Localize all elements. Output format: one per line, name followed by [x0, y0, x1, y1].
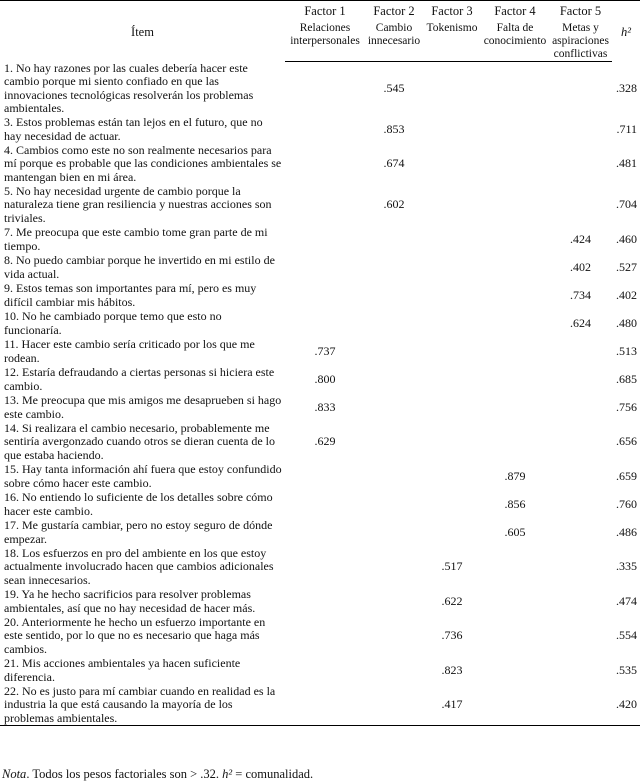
table-row	[0, 463, 640, 491]
factor-2-loading	[365, 463, 423, 491]
item-text: 21. Mis acciones ambientales ya hacen suficiente diferencia.	[4, 656, 241, 684]
communality-value: .756	[616, 399, 637, 414]
factor-1-number: Factor 1	[285, 1, 365, 23]
factor-3-name: Tokenismo	[423, 22, 481, 62]
communality-value: .474	[616, 593, 637, 608]
factor-2-loading: .545	[383, 81, 405, 95]
factor-5-loading: .734	[570, 287, 591, 302]
table-note	[2, 767, 313, 782]
factor-1-loading	[285, 547, 365, 588]
item-text: 7. Me preocupa que este cambio tome gran parte de mi tiempo.	[4, 225, 268, 253]
note-h2-definition: = comunalidad.	[232, 767, 314, 781]
factor-2-loading	[365, 547, 423, 588]
factor-3-loading	[423, 310, 481, 338]
factor-2-loading	[365, 422, 423, 463]
table-row	[0, 116, 640, 144]
communality-value: .685	[616, 371, 637, 386]
factor-3-loading	[423, 338, 481, 366]
factor-1-loading	[285, 685, 365, 726]
table-body	[0, 62, 640, 726]
factor-1-loading	[285, 144, 365, 185]
factor-5-loading: .424	[570, 231, 591, 246]
table-row	[0, 422, 640, 463]
communality-value: .535	[616, 662, 637, 677]
table-row	[0, 588, 640, 616]
communality-value: .402	[616, 287, 637, 302]
factor-5-loading	[549, 547, 612, 588]
item-text: 5. No hay necesidad urgente de cambio porque la naturaleza tiene gran resiliencia y nuestras acciones son triviales.	[4, 183, 272, 225]
factor-1-loading	[285, 588, 365, 616]
factor-1-loading	[285, 116, 365, 144]
factor-2-loading	[365, 254, 423, 282]
table-row	[0, 491, 640, 519]
factor-4-loading	[481, 685, 549, 726]
factor-2-loading	[365, 491, 423, 519]
factor-4-loading	[481, 422, 549, 463]
factor-5-loading: .624	[570, 315, 591, 330]
factor-2-loading: .674	[383, 156, 405, 171]
factor-5-loading	[549, 422, 612, 463]
communality-value: .486	[616, 524, 637, 539]
factor-5-name: Metas y aspiraciones conflictivas	[549, 22, 612, 62]
factor-2-loading	[365, 282, 423, 310]
factor-5-loading	[549, 116, 612, 144]
factor-5-loading	[549, 463, 612, 491]
factor-5-loading	[549, 366, 612, 394]
factor-3-loading	[423, 519, 481, 547]
item-text: 13. Me preocupa que mis amigos me desaprueben si hago este cambio.	[4, 393, 282, 421]
factor-1-loading	[285, 616, 365, 657]
communality-value: .527	[616, 259, 637, 274]
note-h2-symbol: h²	[222, 767, 233, 781]
communality-value: .659	[616, 468, 637, 483]
factor-5-loading: .402	[570, 259, 591, 274]
factor-4-loading	[481, 616, 549, 657]
factor-4-loading	[481, 657, 549, 685]
factor-3-loading: .417	[423, 685, 481, 726]
factor-1-loading	[285, 282, 365, 310]
factor-3-loading: .736	[441, 628, 463, 643]
factor-4-loading: .879	[504, 468, 526, 483]
communality-value: .554	[616, 628, 637, 643]
factor-5-loading	[549, 616, 612, 657]
item-text: 10. No he cambiado porque temo que esto no funcionaría.	[4, 309, 222, 337]
communality-column-header: h²	[612, 1, 640, 62]
item-text: 1. No hay razones por las cuales debería hacer este cambio porque mi siento confiado en que las innovaciones tecnológicas resolverán los problemas ambientales.	[4, 60, 254, 115]
item-text: 3. Estos problemas están tan lejos en el futuro, que no hay necesidad de actuar.	[4, 115, 263, 143]
factor-4-loading: .856	[504, 496, 526, 511]
factor-3-loading	[423, 366, 481, 394]
factor-2-loading	[365, 685, 423, 726]
factor-2-loading: .853	[383, 121, 405, 136]
factor-3-loading: .823	[441, 662, 463, 677]
item-text: 14. Si realizara el cambio necesario, probablemente me sentiría avergonzado cuando otros se dieran cuenta de lo que estaba haciendo.	[4, 420, 276, 462]
item-text: 11. Hacer este cambio sería criticado por los que me rodean.	[4, 337, 255, 365]
factor-2-number: Factor 2	[365, 1, 423, 23]
factor-3-loading	[423, 116, 481, 144]
factor-2-loading	[365, 226, 423, 254]
factor-2-loading	[365, 616, 423, 657]
factor-3-loading	[423, 185, 481, 226]
factor-5-loading	[549, 62, 612, 116]
factor-3-loading	[423, 491, 481, 519]
factor-1-loading: .833	[314, 399, 336, 414]
factor-2-loading	[365, 657, 423, 685]
factor-4-number: Factor 4	[481, 1, 549, 23]
factor-5-loading	[549, 588, 612, 616]
factor-4-loading	[481, 254, 549, 282]
factor-3-loading	[423, 144, 481, 185]
factor-2-loading	[365, 366, 423, 394]
communality-value: .420	[612, 685, 640, 726]
item-text: 16. No entiendo lo suficiente de los detalles sobre cómo hacer este cambio.	[4, 490, 273, 518]
factor-4-loading	[481, 310, 549, 338]
factor-1-loading: .737	[314, 343, 336, 358]
factor-1-loading	[285, 491, 365, 519]
item-text: 22. No es justo para mí cambiar cuando en realidad es la industria la que está causando la mayoría de los problemas ambientales.	[0, 685, 285, 726]
factor-4-loading	[481, 366, 549, 394]
communality-value: .480	[616, 315, 637, 330]
factor-2-loading	[365, 519, 423, 547]
table-row	[0, 62, 640, 116]
table-row	[0, 394, 640, 422]
factor-1-loading	[285, 519, 365, 547]
factor-3-loading	[423, 282, 481, 310]
communality-value: .760	[616, 496, 637, 511]
factor-4-loading	[481, 62, 549, 116]
factor-5-loading	[549, 519, 612, 547]
factor-5-loading	[549, 394, 612, 422]
item-column-header: Ítem	[0, 1, 285, 62]
factor-4-loading	[481, 338, 549, 366]
item-text: 18. Los esfuerzos en pro del ambiente en los que estoy actualmente involucrado hacen que cambios adicionales sean innecesarios.	[4, 545, 274, 587]
item-text: 4. Cambios como este no son realmente necesarios para mí porque es probable que las condiciones ambientales se mantengan bien en mi área.	[4, 142, 282, 184]
factor-3-loading: .622	[441, 593, 463, 608]
factor-4-loading	[481, 144, 549, 185]
table-row	[0, 547, 640, 588]
communality-value: .513	[616, 343, 637, 358]
factor-4-loading: .605	[504, 524, 526, 539]
table-header	[0, 1, 640, 62]
factor-5-loading	[549, 657, 612, 685]
communality-value: .335	[616, 559, 637, 574]
communality-value: .481	[616, 156, 637, 171]
factor-2-loading: .602	[383, 197, 405, 212]
factor-5-loading	[549, 685, 612, 726]
factor-2-loading	[365, 588, 423, 616]
item-text: 9. Estos temas son importantes para mí, pero es muy difícil cambiar mis hábitos.	[4, 281, 257, 309]
factor-1-loading	[285, 62, 365, 116]
factor-4-loading	[481, 588, 549, 616]
factor-4-loading	[481, 282, 549, 310]
factor-4-loading	[481, 547, 549, 588]
factor-5-loading	[549, 144, 612, 185]
table-row	[0, 685, 640, 726]
factor-4-loading	[481, 226, 549, 254]
factor-3-loading	[423, 254, 481, 282]
item-text: 17. Me gustaría cambiar, pero no estoy seguro de dónde empezar.	[4, 518, 273, 546]
factor-1-loading	[285, 657, 365, 685]
communality-value: .704	[616, 197, 637, 212]
factor-4-loading	[481, 185, 549, 226]
factor-2-name: Cambio innecesario	[365, 22, 423, 62]
note-text: . Todos los pesos factoriales son > .32.	[26, 767, 223, 781]
communality-value: .711	[616, 121, 637, 136]
factor-3-loading	[423, 62, 481, 116]
factor-4-loading	[481, 394, 549, 422]
table-row	[0, 185, 640, 226]
table-row	[0, 254, 640, 282]
factor-1-loading: .629	[314, 434, 336, 449]
factor-5-loading	[549, 338, 612, 366]
factor-1-loading: .800	[314, 371, 336, 386]
table-row	[0, 519, 640, 547]
factor-3-loading	[423, 463, 481, 491]
factor-1-name: Relaciones interpersonales	[285, 22, 365, 62]
factor-2-loading	[365, 338, 423, 366]
factor-1-loading	[285, 226, 365, 254]
factor-2-loading	[365, 394, 423, 422]
factor-3-loading	[423, 394, 481, 422]
item-text: 19. Ya he hecho sacrificios para resolver problemas ambientales, así que no hay necesidad de hacer más.	[4, 587, 256, 615]
factor-3-number: Factor 3	[423, 1, 481, 23]
factor-4-name: Falta de conocimiento	[481, 22, 549, 62]
factor-5-loading	[549, 185, 612, 226]
item-text: 15. Hay tanta información ahí fuera que estoy confundido sobre cómo hacer este cambio.	[4, 462, 282, 490]
item-text: 8. No puedo cambiar porque he invertido en mi estilo de vida actual.	[4, 253, 275, 281]
factor-3-loading	[423, 422, 481, 463]
communality-value: .328	[616, 80, 637, 95]
communality-value: .460	[616, 231, 637, 246]
factor-1-loading	[285, 254, 365, 282]
factor-4-loading	[481, 116, 549, 144]
factor-3-loading	[423, 226, 481, 254]
table-row	[0, 144, 640, 185]
factor-5-loading	[549, 491, 612, 519]
factor-1-loading	[285, 310, 365, 338]
table-row	[0, 226, 640, 254]
factor-3-loading: .517	[441, 559, 463, 574]
table-row	[0, 310, 640, 338]
note-label: Nota	[2, 767, 27, 781]
item-text: 20. Anteriormente he hecho un esfuerzo importante en este sentido, por lo que no es necesario que haga más cambios.	[4, 614, 266, 656]
factor-2-loading	[365, 310, 423, 338]
table-row	[0, 366, 640, 394]
table-row	[0, 616, 640, 657]
item-text: 12. Estaría defraudando a ciertas personas si hiciera este cambio.	[4, 365, 275, 393]
table-row	[0, 282, 640, 310]
factor-1-loading	[285, 185, 365, 226]
table-row	[0, 338, 640, 366]
table-row	[0, 657, 640, 685]
factor-1-loading	[285, 463, 365, 491]
factor-5-number: Factor 5	[549, 1, 612, 23]
communality-value: .656	[616, 434, 637, 449]
